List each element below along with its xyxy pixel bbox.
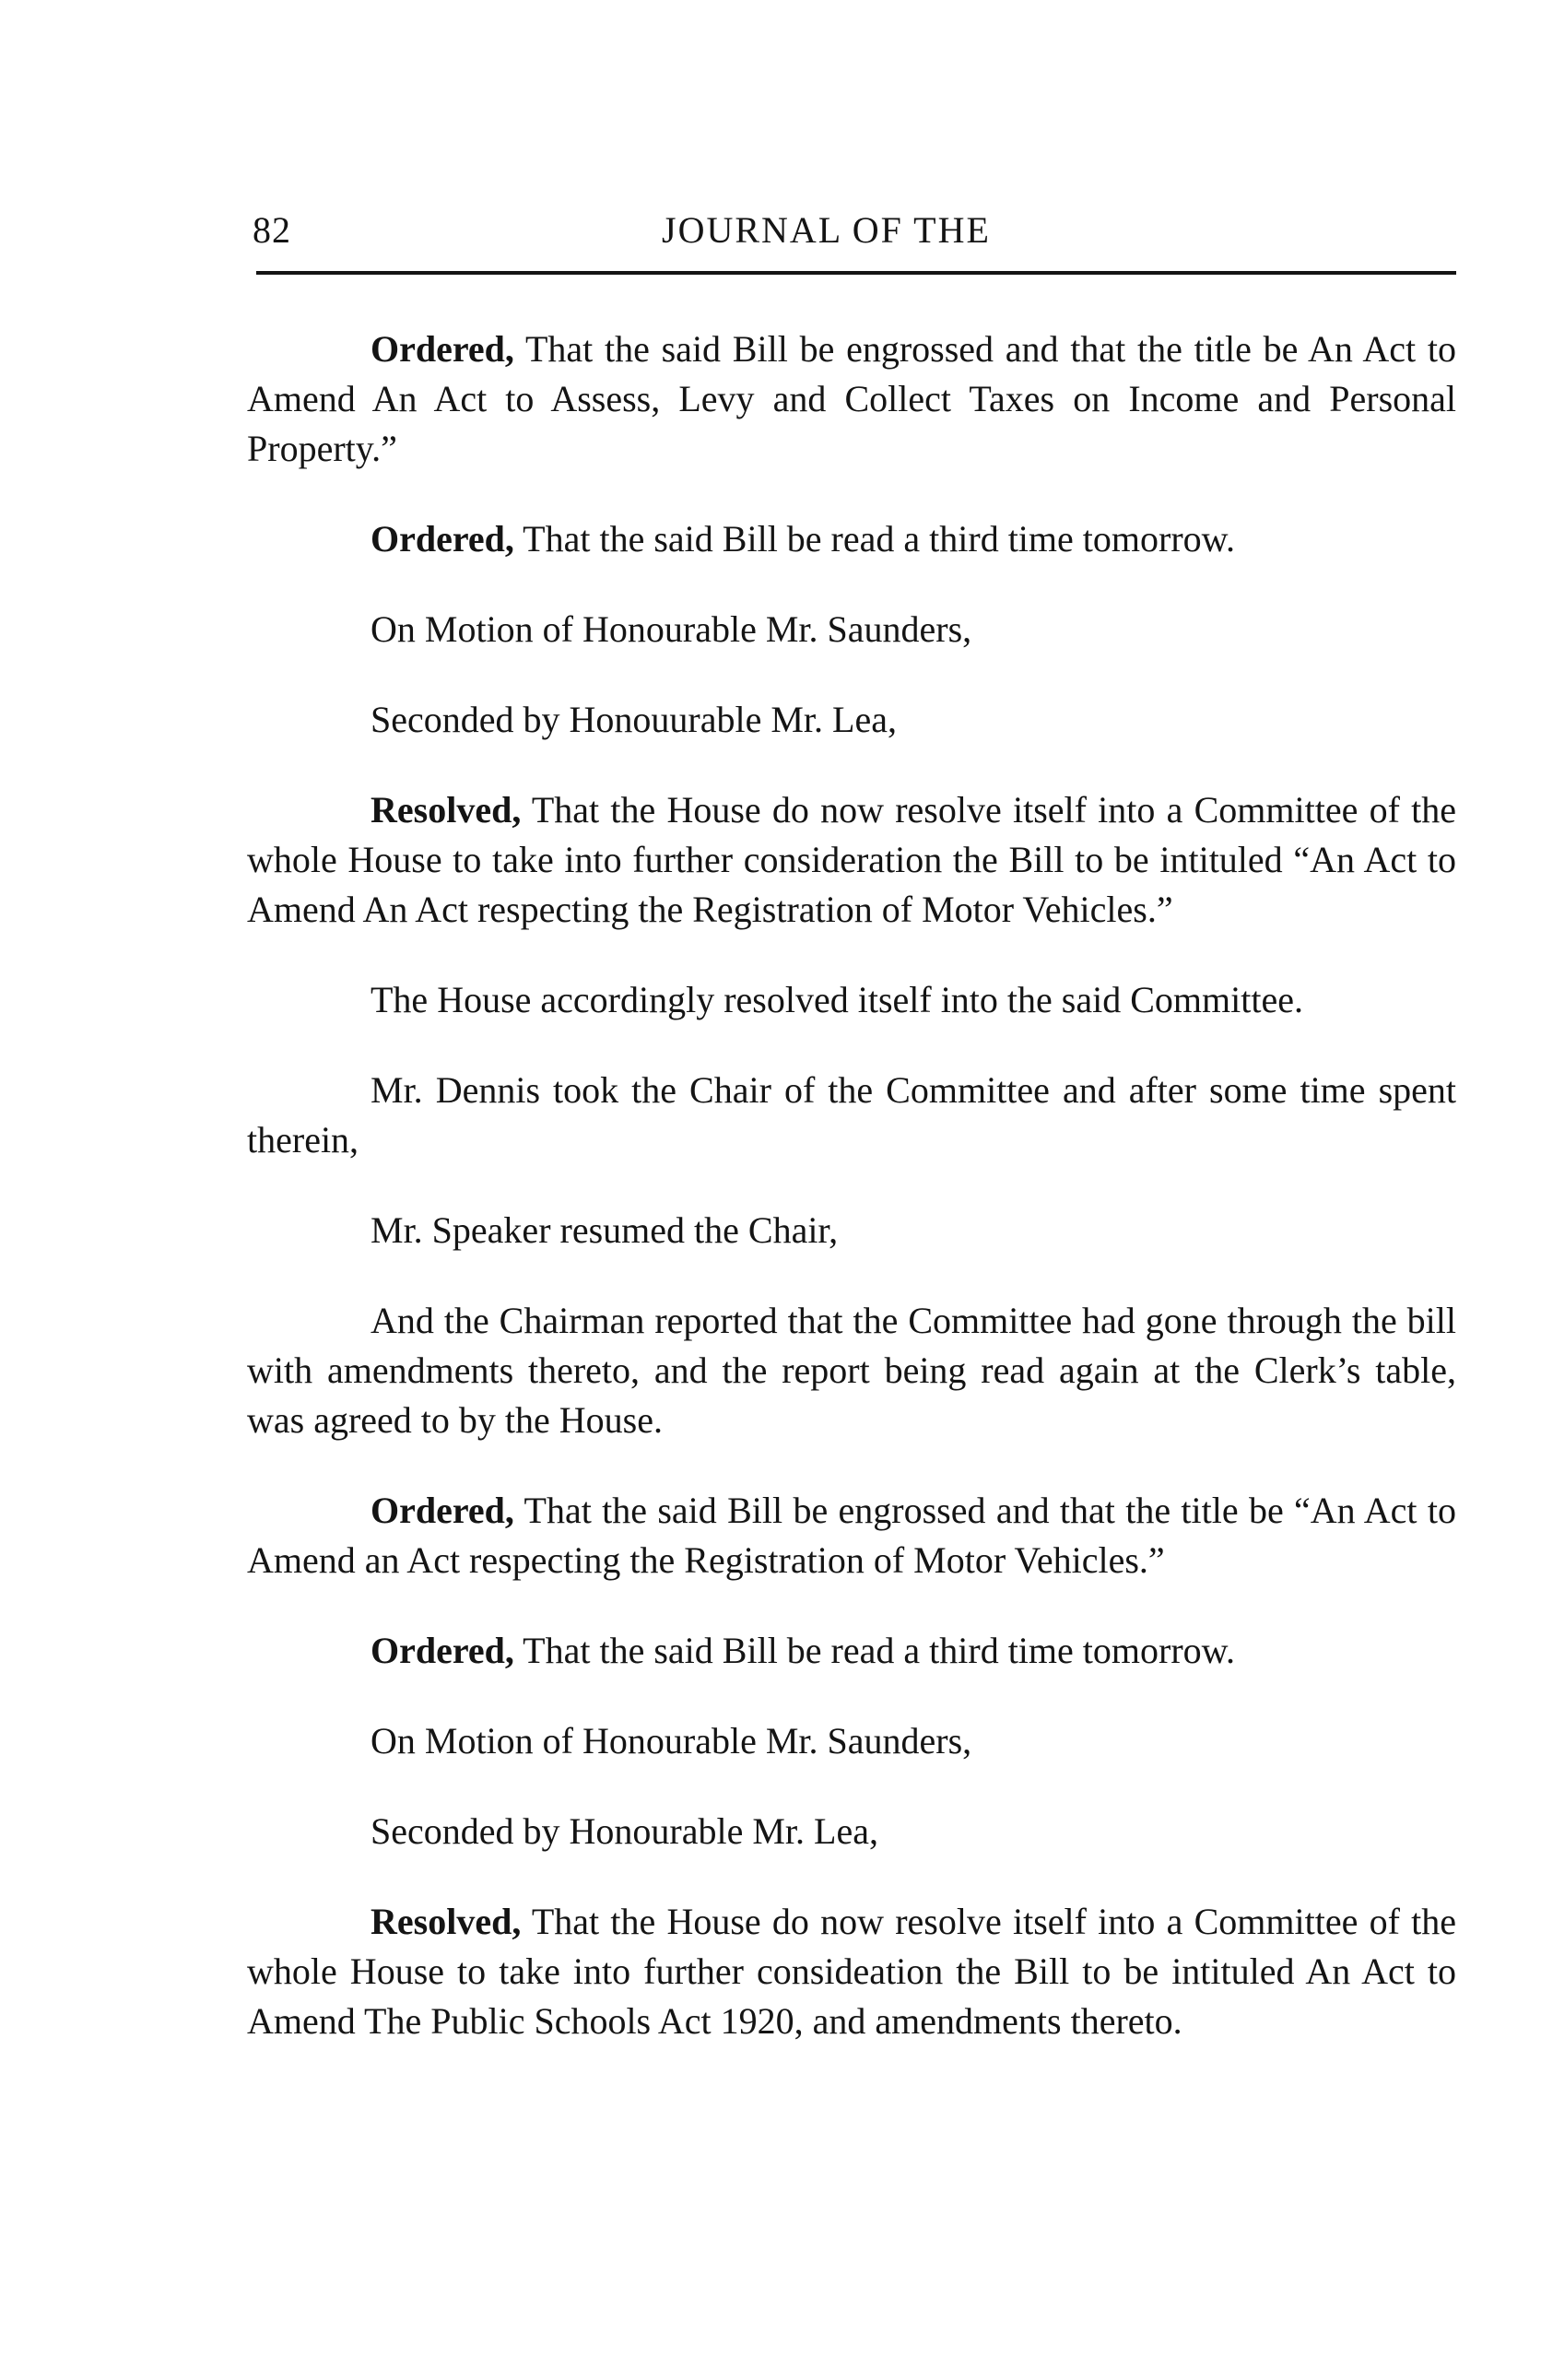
paragraph-ordered-third-reading-2	[247, 1626, 1456, 1676]
paragraph-text: That the House do now resolve itself into a Committee of the whole House to take into further consideation the Bill to be intituled An Act to Amend The Public Schools Act 1920, and amendments thereto.	[247, 1901, 1456, 2042]
lead-word: Ordered,	[371, 328, 514, 370]
paragraph-text: That the said Bill be read a third time tomorrow.	[513, 1630, 1235, 1671]
header-rule	[256, 271, 1456, 275]
paragraph-dennis-chair	[247, 1066, 1456, 1165]
paragraph-text: Seconded by Honourable Mr. Lea,	[371, 1810, 878, 1852]
running-head	[247, 194, 1456, 249]
paragraph-text: That the said Bill be engrossed and that the title be “An Act to Amend an Act respecting the Registration of Motor Vehicles.”	[247, 1490, 1456, 1581]
lead-word: Ordered,	[371, 1630, 514, 1671]
paragraph-seconded-1	[247, 695, 1456, 745]
paragraph-text: On Motion of Honourable Mr. Saunders,	[371, 608, 972, 650]
paragraph-motion-1	[247, 605, 1456, 654]
paragraph-resolved-2	[247, 1897, 1456, 2046]
page-number: 82	[253, 209, 291, 251]
paragraph-text: Mr. Dennis took the Chair of the Committee and after some time spent therein,	[247, 1069, 1456, 1161]
paragraph-ordered-third-reading-1	[247, 514, 1456, 564]
paragraph-ordered-engrossed-1	[247, 324, 1456, 474]
journal-body	[247, 324, 1456, 2087]
paragraph-chairman-reported	[247, 1296, 1456, 1445]
paragraph-ordered-engrossed-2	[247, 1486, 1456, 1585]
paragraph-speaker-resumed	[247, 1206, 1456, 1255]
paragraph-text: That the House do now resolve itself into a Committee of the whole House to take into further consideration the Bill to be intituled “An Act to Amend An Act respecting the Registration of Motor Vehicles.”	[247, 789, 1456, 930]
lead-word: Resolved,	[371, 1901, 522, 1942]
lead-word: Resolved,	[371, 789, 522, 831]
journal-title: JOURNAL OF THE	[662, 209, 991, 251]
paragraph-motion-2	[247, 1716, 1456, 1766]
paragraph-text: On Motion of Honourable Mr. Saunders,	[371, 1720, 972, 1761]
paragraph-text: That the said Bill be read a third time tomorrow.	[513, 518, 1235, 560]
paragraph-house-resolved	[247, 975, 1456, 1025]
paragraph-text: And the Chairman reported that the Committee had gone through the bill with amendments thereto, and the report being read again at the Clerk’s table, was agreed to by the House.	[247, 1300, 1456, 1441]
journal-page	[247, 194, 1456, 2042]
paragraph-text: Seconded by Honouurable Mr. Lea,	[371, 699, 897, 740]
paragraph-text: Mr. Speaker resumed the Chair,	[371, 1209, 839, 1251]
paragraph-seconded-2	[247, 1807, 1456, 1856]
lead-word: Ordered,	[371, 518, 514, 560]
paragraph-text: That the said Bill be engrossed and that the title be An Act to Amend An Act to Assess, Levy and Collect Taxes on Income and Personal Property.”	[247, 328, 1456, 469]
paragraph-text: The House accordingly resolved itself into the said Committee.	[371, 979, 1303, 1020]
lead-word: Ordered,	[371, 1490, 514, 1531]
paragraph-resolved-1	[247, 785, 1456, 935]
